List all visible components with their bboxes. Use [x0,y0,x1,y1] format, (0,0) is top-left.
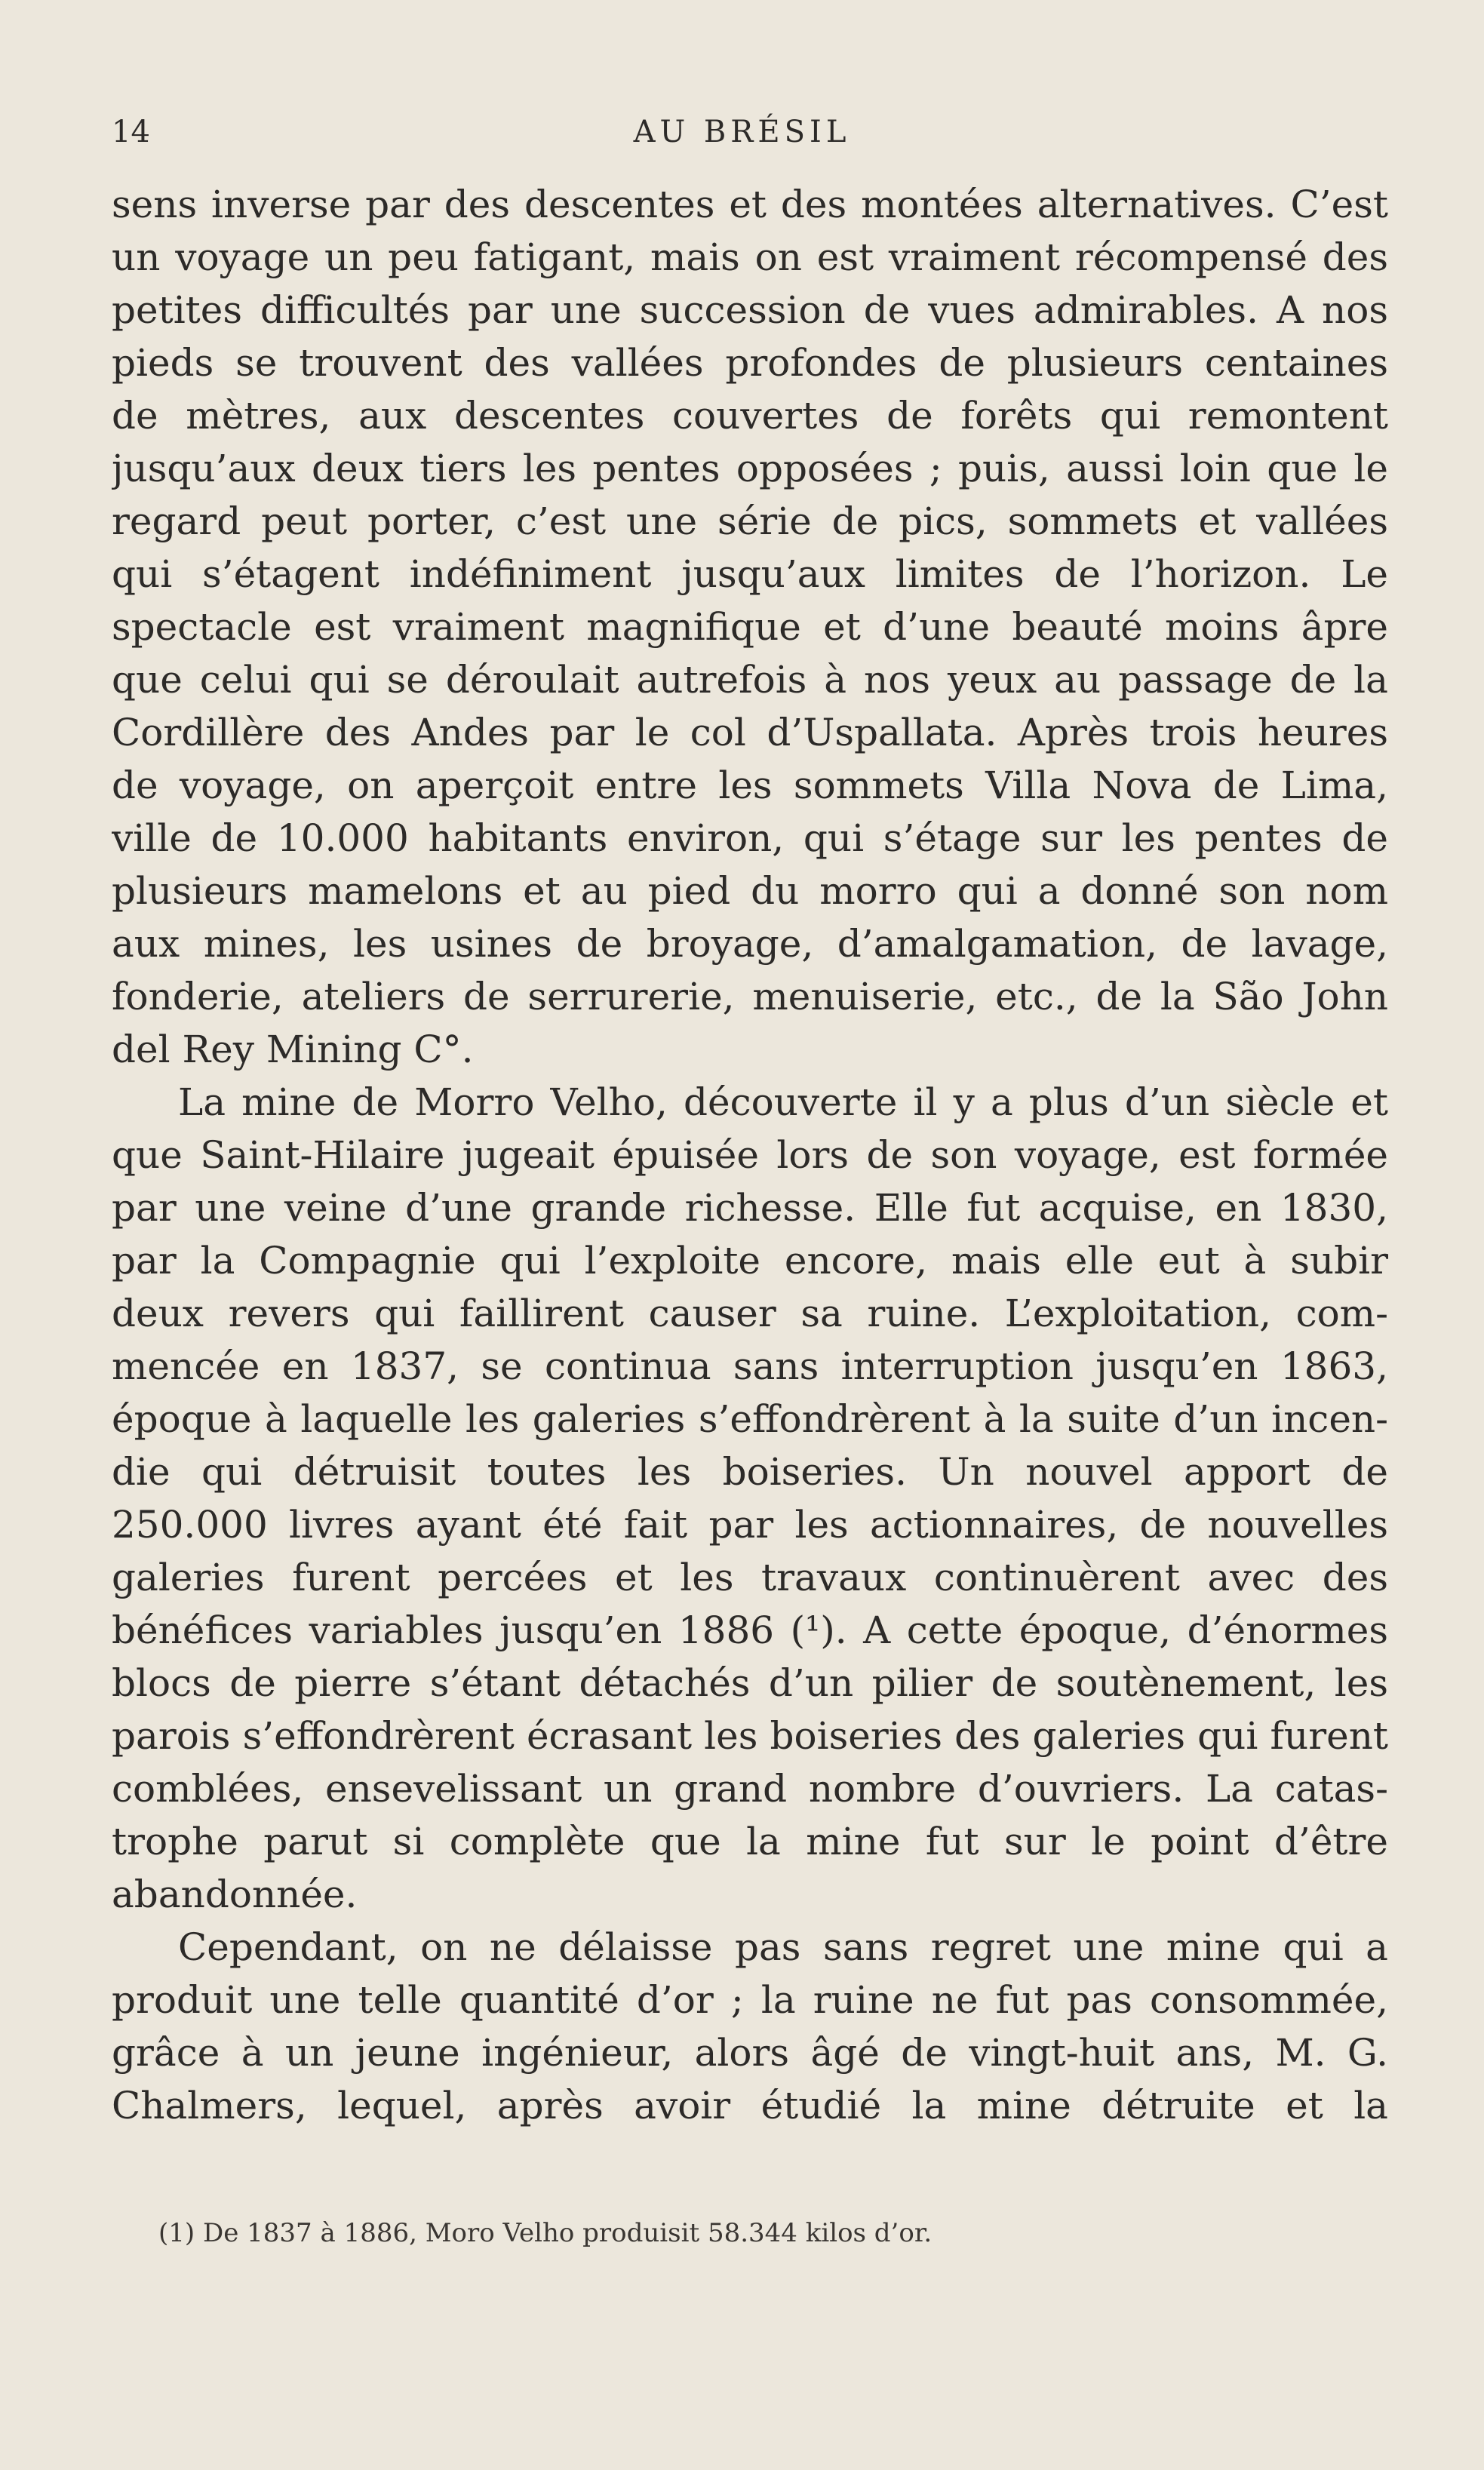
text-line: regard peut porter, c’est une série de pics, sommets et vallées [112,499,1388,543]
text-line: de mètres, aux descentes couvertes de forêts qui remontent [112,394,1388,438]
text-line: jusqu’aux deux tiers les pentes opposées ; puis, aussi loin que le [112,447,1388,490]
text-line: sens inverse par des descentes et des montées alternatives. C’est [112,183,1388,226]
text-line: qui s’étagent indéfiniment jusqu’aux limites de l’horizon. Le [112,552,1388,596]
text-line: que Saint-Hilaire jugeait épuisée lors de son voyage, est formée [112,1133,1388,1177]
text-line: plusieurs mamelons et au pied du morro qui a donné son nom [112,869,1388,913]
text-line: de voyage, on aperçoit entre les sommets Villa Nova de Lima, [112,763,1388,807]
page-number: 14 [112,115,150,149]
text-line: La mine de Morro Velho, découverte il y a plus d’un siècle et [178,1080,1388,1124]
text-line: fonderie, ateliers de serrurerie, menuiserie, etc., de la São John [112,975,1388,1018]
running-head: AU BRÉSIL [633,115,851,149]
text-line: die qui détruisit toutes les boiseries. Un nouvel apport de [112,1450,1388,1494]
text-line: ville de 10.000 habitants environ, qui s’étage sur les pentes de [112,816,1388,860]
text-line: Chalmers, lequel, après avoir étudié la mine détruite et la [112,2084,1388,2127]
text-line: Cependant, on ne délaisse pas sans regret une mine qui a [178,1925,1388,1969]
paragraph-2 [112,1076,1388,1921]
text-line: deux revers qui faillirent causer sa ruine. L’exploitation, com- [112,1292,1388,1335]
paragraph-1 [112,178,1388,1076]
text-line: spectacle est vraiment magnifique et d’une beauté moins âpre [112,605,1388,649]
text-line: galeries furent percées et les travaux continuèrent avec des [112,1556,1388,1599]
text-line: comblées, ensevelissant un grand nombre d’ouvriers. La catas- [112,1767,1388,1811]
text-line: bénéfices variables jusqu’en 1886 (¹). A cette époque, d’énormes [112,1608,1388,1652]
text-line: blocs de pierre s’étant détachés d’un pilier de soutènement, les [112,1661,1388,1705]
paragraph-3 [112,1921,1388,2132]
text-line: parois s’effondrèrent écrasant les boiseries des galeries qui furent [112,1714,1388,1758]
text-line: que celui qui se déroulait autrefois à nos yeux au passage de la [112,658,1388,702]
text-line: grâce à un jeune ingénieur, alors âgé de vingt-huit ans, M. G. [112,2031,1388,2075]
text-line: mencée en 1837, se continua sans interruption jusqu’en 1863, [112,1344,1388,1388]
text-line: un voyage un peu fatigant, mais on est vraiment récompensé des [112,235,1388,279]
text-line: Cordillère des Andes par le col d’Uspallata. Après trois heures [112,711,1388,754]
body-text [112,178,1388,2132]
text-line: 250.000 livres ayant été fait par les actionnaires, de nouvelles [112,1503,1388,1547]
text-line: produit une telle quantité d’or ; la ruine ne fut pas consommée, [112,1978,1388,2022]
text-line: par une veine d’une grande richesse. Elle fut acquise, en 1830, [112,1186,1388,1230]
footnote: (1) De 1837 à 1886, Moro Velho produisit 58.344 kilos d’or. [158,2218,932,2248]
text-line: aux mines, les usines de broyage, d’amalgamation, de lavage, [112,922,1388,966]
text-line: époque à laquelle les galeries s’effondrèrent à la suite d’un incen- [112,1397,1388,1441]
text-line: petites difficultés par une succession de vues admirables. A nos [112,288,1388,332]
text-line: par la Compagnie qui l’exploite encore, mais elle eut à subir [112,1239,1388,1283]
text-line: pieds se trouvent des vallées profondes de plusieurs centaines [112,341,1388,385]
text-line: abandonnée. [112,1872,358,1916]
text-line: del Rey Mining C°. [112,1028,474,1071]
text-line: trophe parut si complète que la mine fut sur le point d’être [112,1820,1388,1863]
